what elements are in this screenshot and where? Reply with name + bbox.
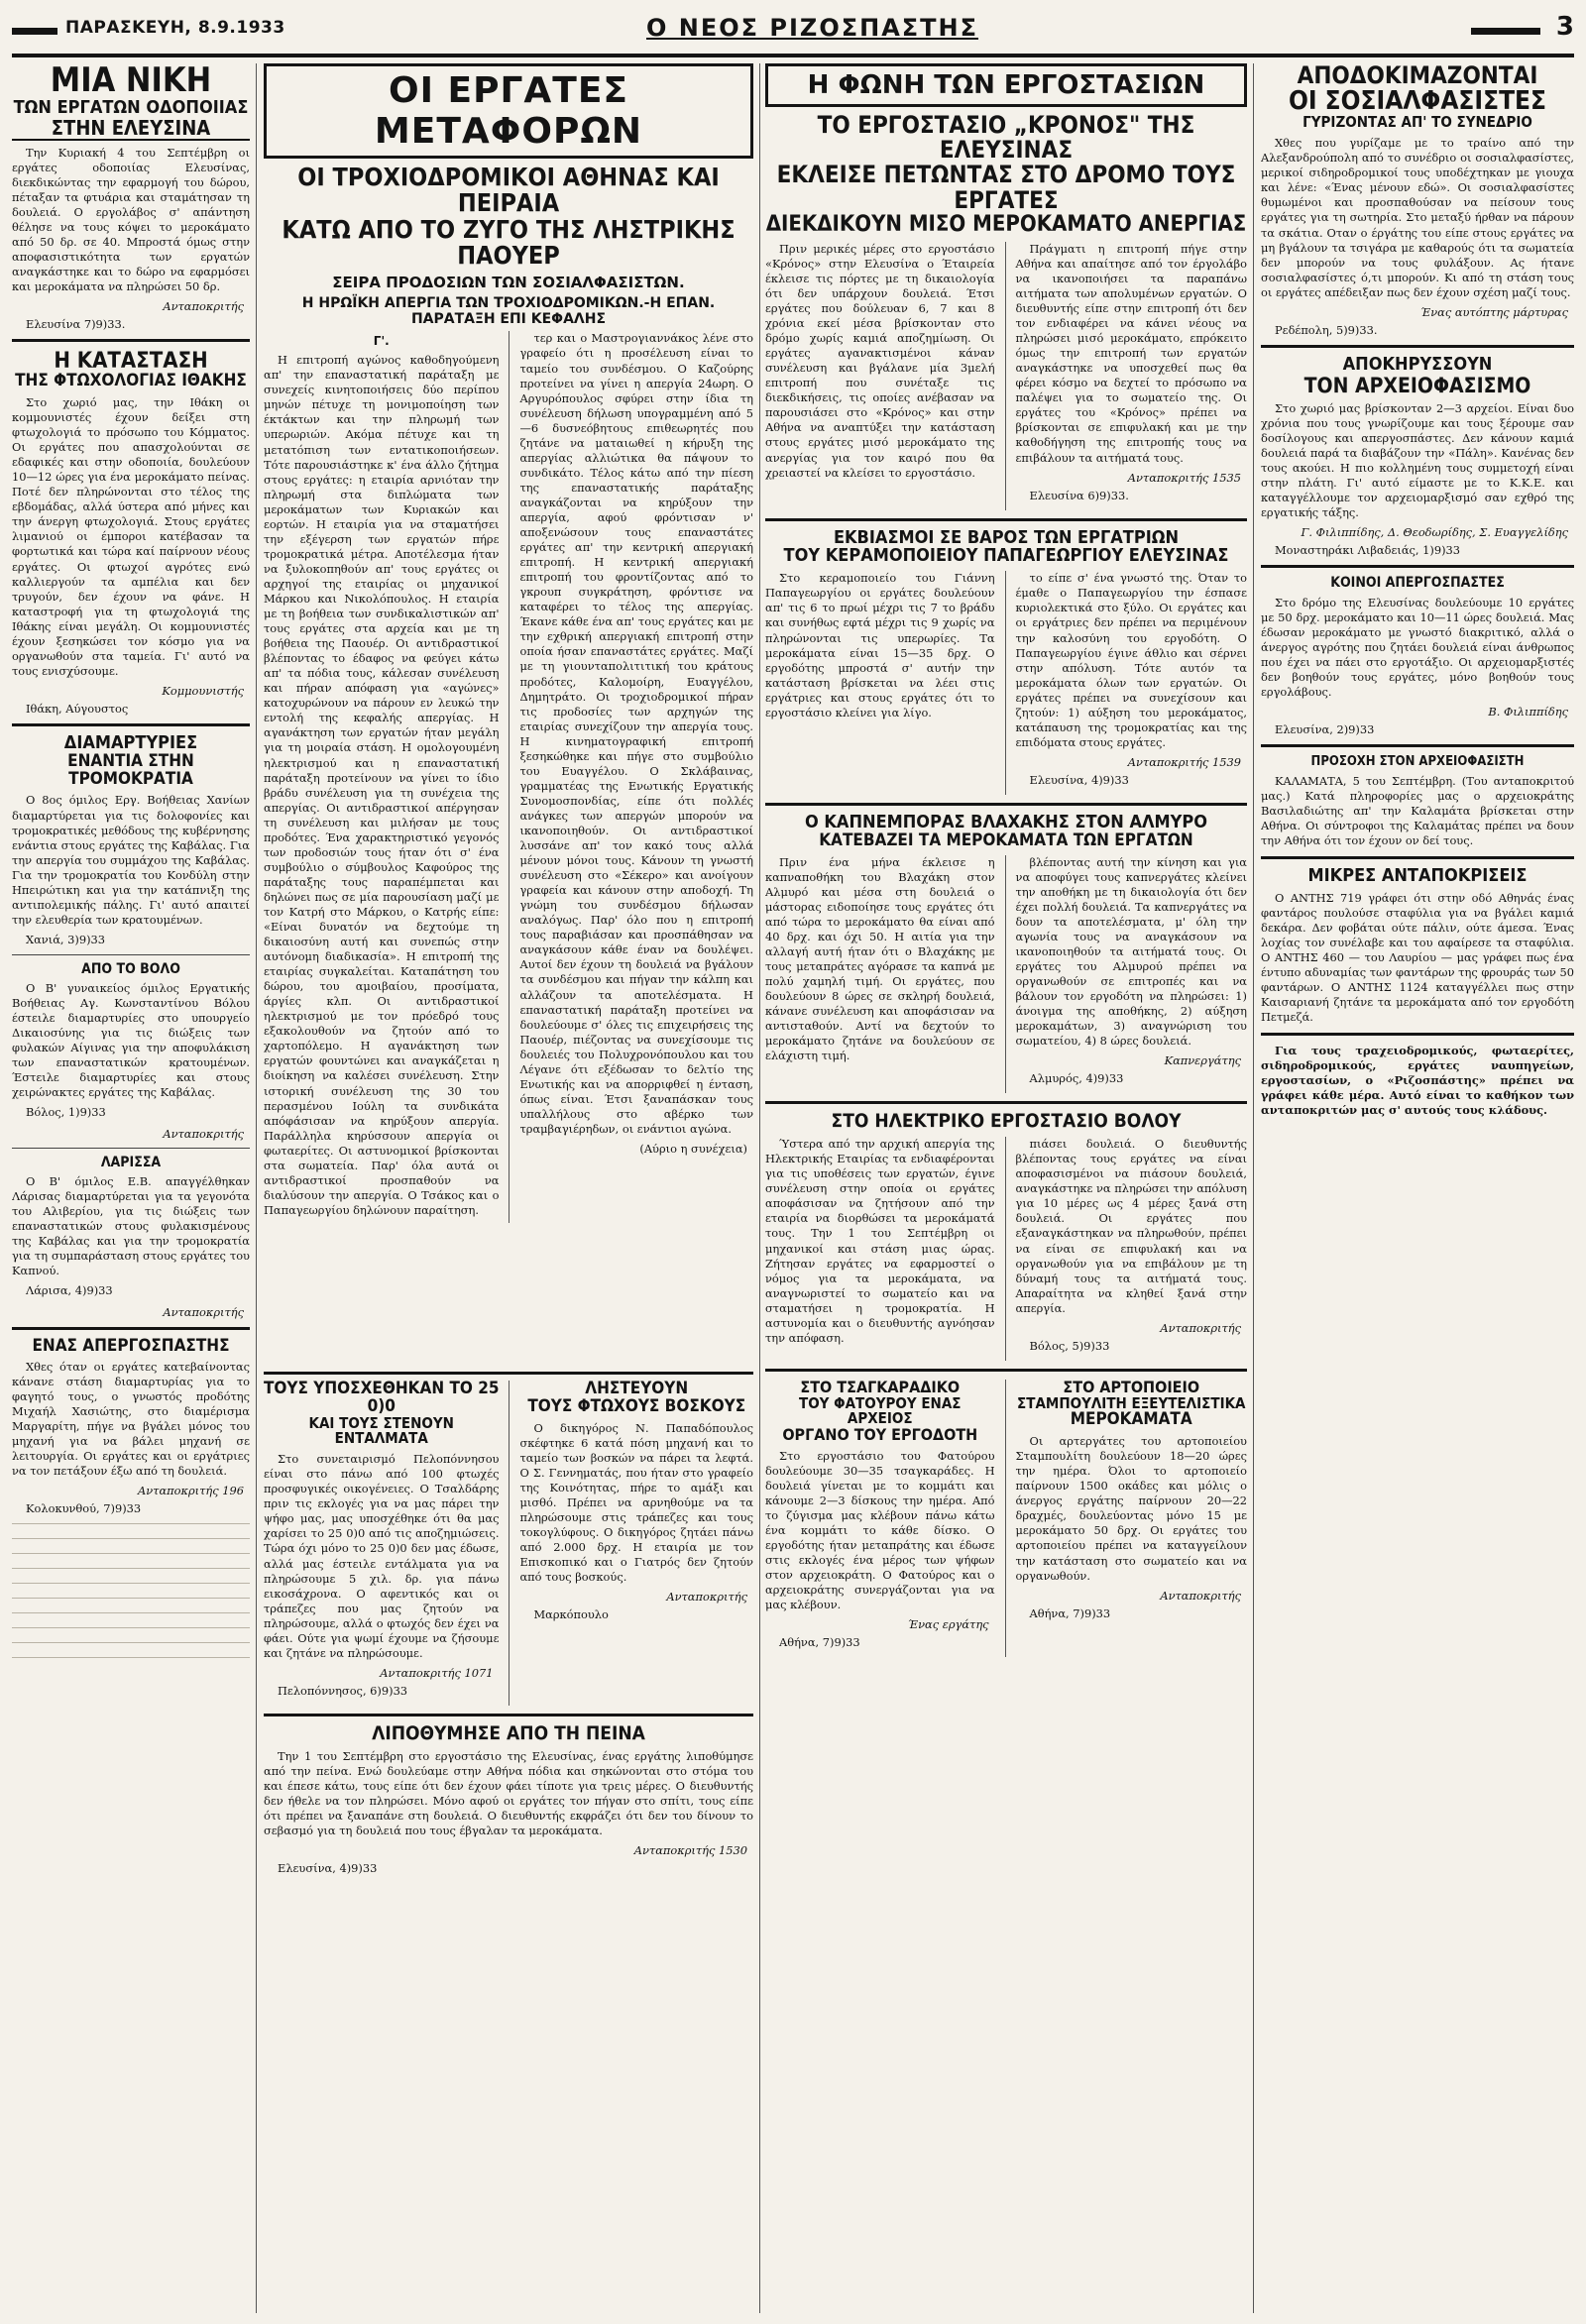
article-keramopoieio <box>765 526 1247 795</box>
article-body: Πράγματι η επιτροπή πήγε στην Αθήνα και απαίτησε από τον έργολάβο να ικανοποιήσει τα παραπάνω αιτήματα των απολυμένων εργατών. Ο διευθυντής είπε στην επιτροπή ότι δεν τον ενδιαφέρει να κάνει νέους να πληρώσει μισό μεροκάματο, επρόκειτο όμως την επιτροπή των εργατών αναγκάστηκε να υποσχεθεί πως θα φέρει κόσμο να δεχτεί το πρόσωπο να παλέψει για το σωματείο της. Οι εργάτες του «Κρόνος» πρέπει να βρίσκονται σε επιφυλακή και με την καθοδήγηση της επιτροπής τους να επιβάλουν τα αιτήματά τους. <box>1015 241 1247 465</box>
headline: ΤΟΥ ΚΕΡΑΜΟΠΟΙΕΙΟΥ ΠΑΠΑΓΕΩΡΓΙΟΥ ΕΛΕΥΣΙΝΑΣ <box>783 545 1229 567</box>
headline: ΤΟΥΣ ΥΠΟΣΧΕΘΗΚΑΝ ΤΟ 25 0)0 <box>264 1379 500 1416</box>
dateline: Αλμυρός, 4)9)33 <box>1029 1071 1124 1086</box>
byline: Ανταποκριτής <box>1160 1320 1241 1335</box>
article-apergospastis <box>12 1335 250 1516</box>
masthead-rule-right <box>1471 28 1540 35</box>
headline: ΛΑΡΙΣΣΑ <box>100 1154 162 1170</box>
headline: ΚΑΤΩ ΑΠΟ ΤΟ ΖΥΓΟ ΤΗΣ ΛΗΣΤΡΙΚΗΣ ΠΑΟΥΕΡ <box>282 214 736 270</box>
dateline: Μαρκόπουλο <box>533 1607 609 1622</box>
headline: ΠΡΟΣΟΧΗ ΣΤΟΝ ΑΡΧΕΙΟΦΑΣΙΣΤΗ <box>1310 754 1525 770</box>
article-body: Την 1 του Σεπτέμβρη στο εργοστάσιο της Ελευσίνας, ένας εργάτης λιποθύμησε από την πείνα. Ενώ δουλεύαμε στην Αθήνα πόδια και σηκώνονται στο στόμα του και έπεσε κάτω, τους είπε ότι δεν έχουν φάει τίποτε για τρεις μέρες. Ο διευθυντής δεν ήθελε να τον πληρώσει. Μόνο αφού οι εργάτες τον πήγαν στο σπίτι, τους είπε ότι πρέπει να ξαναπάνε στη δουλειά. Ο διευθυντής εκφράζει ότι δεν του δίνουν το σεβασμό για τη δουλειά που τους έβγαλαν τα μεροκάματα. <box>264 1748 753 1838</box>
article-columns <box>765 1137 1247 1361</box>
headline: ΣΤΗΝ ΕΛΕΥΣΙΝΑ <box>12 118 250 141</box>
column-divider <box>256 63 257 2313</box>
separator <box>765 518 1247 521</box>
dateline: Ελευσίνα, 2)9)33 <box>1275 722 1375 737</box>
byline: Γ. Φιλιππίδης, Δ. Θεοδωρίδης, Σ. Ευαγγελίδης <box>1301 525 1568 540</box>
article-body: βλέποντας αυτή την κίνηση και για να αποφύγει τους καπνεργάτες κλείνει την αποθήκη με τη δικαιολογία ότι δεν έχει πολλή δουλειά. Τα καπνεργάτες να δουν τα αποτελέσματα, μ' όλη την αγωνία τους να αναγκάσουν να ικανοποιηθούν τα αιτήματά τους. Οι εργάτες του Αλμυρού πρέπει να οργανωθούν σε επιτροπές και να βάλουν τον εργοδότη να πληρώσει: 1) άνοιγμα της αποθήκης, 2) αύξηση μεροκαμάτων, 3) αναγνώριση του σωματείου, 4) 8 ώρες δουλειά. <box>1015 854 1247 1049</box>
headline: ΟΡΓΑΝΟ ΤΟΥ ΕΡΓΟΔΟΤΗ <box>782 1425 978 1445</box>
headline: ΚΑΤΕΒΑΖΕΙ ΤΑ ΜΕΡΟΚΑΜΑΤΑ ΤΩΝ ΕΡΓΑΤΩΝ <box>819 830 1193 850</box>
article-column-right <box>1016 1137 1247 1361</box>
byline: Ανταποκριτής 196 <box>138 1484 244 1498</box>
headline: ΑΠΟ ΤΟ ΒΟΛΟ <box>81 960 180 977</box>
article-body: Η επιτροπή αγώνος καθοδηγούμενη απ' την επαναστατική παράταξη με συνεχείς κινητοποιήσεις δύο περίπου μηνών πέτυχε τη μονιμοποίηση των έκτάκτων και την πληρωμή των υπερωριών. Ακόμα πέτυχε και τη μετατόπιση των εντατικοποιήσεων. Τότε παρουσιάστηκε κ' ένα άλλο ζήτημα στους εργάτες: η εταιρία αρνιόταν την πληρωμή στα διπλώματα των μεροκάματων των Κυριακών και εορτών. Η εταιρία για να σταματήσει την εξέγερση των εργατών πήρε τρομοκρατικά μέτρα. Αποτέλεσμα ήταν να ξυλοκοπηθούν απ' τους εργάτες οι αρχηγοί της εταιρίας οι μηχανικοί Μάρκου και Νικολόπουλος. Η εταιρία με τη βοήθεια των συνδικαλιστικών απ' τους εργάτες στα αρχεία και με τη βοήθεια της Παουέρ. Οι αντιδραστικοί βλέποντας το έδαφος να φεύγει κάτω απ' τα πόδια τους, κάλεσαν συνέλευση και πήραν απόφαση για «αγώνες» κατοχυρώνουν να πάρουν εν λευκώ την εντολή της κεφαλής απεργίας. Η αγανάκτηση των εργατών ήταν μεγάλη για τη μοιραία στάση. Η ομολογουμένη ηλεκτρισμού και η επαναστατική παράταξη προτείνουν να γίνει το ίδιο βράδυ συνέλευση για τη συνέχεια της απεργίας. Οι αντιδραστικοί απέργησαν τη συνέλευση και μιλήσαν με τους προδότες. Ένα χαρακτηριστικό γεγονός των προδοσιών τους ήταν ότι σ' ένα συμβούλιο ο σύμβουλος Καφούρος της παράταξης τους παραπέμπεται και δηλώνει πως σε μία παρουσίαση μαζί με τον Κατρή στο Μάρκου, ο Κατρής είπε: «Είναι δυνατόν να δεχτούμε τη δικαιοσύνη αυτή και συνεπώς στην αυτόνομη διαδικασία». Η επιτροπή της εταιρίας συγκαλείται. Καταπάτηση του δώρου, του αμοιβαίου, προσίματα, άργίες κλπ. Οι αντιδραστικοί ηλεκτρισμού με τον πρόεδρό τους εξακολουθούν να ζητούν από το χαρτοπόλεμο. Η αγανάκτηση των εργατών φουντώνει και αναγκάζεται η διοίκηση να καλέσει συνέλευση. Στην ιστορική συνέλευση της 30 του περασμένου Ιούλη τα συνδικάτα απόφάσισαν να κηρύξουν απεργία. Παράλληλα κηρύσσουν απεργία οι φωταερίτες. Οι αστυνομικοί βρίσκονται στα σωματεία. Παρ' όλα αυτά οι αντιδραστικοί προσπαθούν να διαλύσουν την απεργία. Ο Τσάκος και ο Παπαγεωργίου δηλώνουν παραίτηση. <box>264 353 500 1217</box>
article-voskoi <box>519 1381 753 1706</box>
article-body: Πριν μερικές μέρες στο εργοστάσιο «Κρόνος» στην Ελευσίνα ο Έταιρεία έκλεισε τις πόρτες με τη δικαιολογία ότι δεν υπάρχουν δουλειά. Έτσι εργάτες που δούλευαν 6, 7 και 8 χρόνια εκεί μέσα βρίσκονταν στο δρόμο χωρίς καμιά αποζημίωση. Οι εργάτες αγανακτισμένοι κάναν συνέλευση και βγάλανε μία 3μελή επιτροπή που συνέταξε τις διεκδικήσεις, τις οποίες ανέβασαν να παρουσιάσει στο «Κρόνος» και στην Αθήνα να αναπτύξει την κατάσταση στους εργάτες μισό μεροκάματο της ανεργίας για τον καιρό που θα χρειαστεί να κλείσει το εργοστάσιο. <box>765 241 995 480</box>
separator <box>12 339 250 342</box>
article-ithaki <box>12 350 250 716</box>
headline: ΚΑΙ ΤΟΥΣ ΣΤΕΝΟΥΝ ΕΝΤΑΛΜΑΤΑ <box>308 1413 454 1448</box>
article-larissa <box>12 1156 250 1319</box>
article-body: Χθες που γυρίζαμε με το τραίνο από την Αλεξανδρούπολη από το συνέδριο οι σοσιαλφασίστες, μερικοί σιδηροδρομικοί τους υποδέχτηκαν με γιουχα και λένε: «Ένας μένουν εδώ». Οι σοσιαλφασίστες θυμωμένοι και προσπαθούσαν να πείσουν τους εργάτες για τη σωτηρία. Στο μεταξύ ήρθαν να πάρουν τα σκάτια. Οταν ο έργάτης του είπε στους εργάτες να μη βγάλουν τα τσιγάρα με καθαρούς ότι τα σωματεία δεν μπορούν να τους φυλάξουν. Ας ήτανε σοσιαλφασίστες ό,τι μπορούν. Κι από τη στάση τους οι εργάτες απέδειξαν πως δεν έχουν σχέση μαζί τους. <box>1261 136 1574 299</box>
article-body: Χθες όταν οι εργάτες κατεβαίνοντας κάνανε στάση διαμαρτυρίας για το φαγητό τους, ο γνωστός προδότης Μιχαήλ Χασιώτης, στο διαμέρισμα Μαργαρίτη, πήγε να βγάλει μόνος του μηχανή για να βάλει μηχανή σε λειτουργία. Οι εργάτες και οι εργάτριες να τον πετάξουν έξω από τη δουλειά. <box>12 1359 250 1479</box>
article-body: Στο κεραμοποιείο του Γιάννη Παπαγεωργίου οι εργάτες δουλεύουν απ' τις 6 το πρωί μέχρι τις 7 το βράδυ και συνήθως εφτά μέχρι τις 9 χωρίς να πληρώνονται τις υπερωρίες. Τα μεροκάματα είναι 15—35 δρχ. Ο εργοδότης μπροστά σ' αυτήν την κατάσταση βρίσκεται να λέει στις εργάτριες και στους εργάτες ότι το εργοστάσιο κλείνει για λίγο. <box>765 571 995 719</box>
article-body: ΚΑΛΑΜΑΤΑ, 5 του Σεπτέμβρη. (Του ανταποκριτού μας.) Κατά πληροφορίες μας ο αρχειοκράτης Βασιλαδιώτης απ' την Καλαμάτα βρίσκεται στην Αθήνα. Οι σύντροφοι της Καλαμάτας πρέπει να δουν την Αθήνα ότι τον έχουν ον δεί τους. <box>1261 773 1574 847</box>
article-column-right <box>1016 571 1247 795</box>
separator <box>1261 856 1574 859</box>
bottom-articles <box>264 1381 753 1706</box>
inner-divider <box>1005 242 1006 510</box>
headline: ΛΗΣΤΕΥΟΥΝ <box>585 1379 689 1398</box>
dateline: Ρεδέπολη, 5)9)33. <box>1275 322 1378 337</box>
separator <box>1261 345 1574 348</box>
masthead <box>12 10 1574 57</box>
article-column-left <box>765 855 995 1094</box>
headline: Ο ΚΑΠΝΕΜΠΟΡΑΣ ΒΛΑΧΑΚΗΣ ΣΤΟΝ ΑΛΜΥΡΟ <box>804 811 1208 832</box>
article-body: Για τους τραχειοδρομικούς, φωταερίτες, σιδηροδρομικούς, εργάτες ναυπηγείων, εργοστασίων, ο «Ριζοσπάστης» πρέπει να γράφει κάθε μέρα. Αυτό είναι το καθήκον των ανταποκριτών μας σ' αυτούς τους κλάδους. <box>1261 1044 1574 1118</box>
article-columns <box>765 855 1247 1094</box>
dateline: Αθήνα, 7)9)33 <box>779 1635 860 1650</box>
article-body: Πριν ένα μήνα έκλεισε η καπναποθήκη του Βλαχάκη στον Αλμυρό και μέσα στη δουλειά ο μάστορας ειδοποίησε τους εργάτες ότι από τώρα το μεροκάματο θα είναι από 40 δρχ. και όχι 50. Η αιτία για την αλλαγή αυτή ήταν ότι ο Βλαχάκης με τους μεταπράτες αγόρασε τα καπνά με πολύ χαμηλή τιμή. Οι εργάτες, που δουλεύουν 8 ώρες σε σκληρή δουλειά, κάνανε συνέλευση και αποφάσισαν να αντισταθούν. Αντί να δεχτούν το μεροκάματο ζητάνε να δουλεύουν σε ελάχιστη τιμή. <box>765 854 995 1063</box>
inner-divider <box>1005 855 1006 1094</box>
separator <box>1261 744 1574 747</box>
subheadline: Η ΗΡΩΪΚΗ ΑΠΕΡΓΙΑ ΤΩΝ ΤΡΟΧΙΟΔΡΟΜΙΚΩΝ.-Η ΕΠΑΝ. ΠΑΡΑΤΑΞΗ ΕΠΙ ΚΕΦΑΛΗΣ <box>301 295 716 328</box>
headline: ΕΝΑΣ ΑΠΕΡΓΟΣΠΑΣΤΗΣ <box>32 1335 230 1356</box>
article-body: Στο χωριό μας, την Ιθάκη οι κομμουνιστές έχουν δείξει στη φτωχολογιά το πρόσωπο του Κόμματος. Οι εργάτες που απασχολούνται σε εδαφικές και στην οδοποιία, δουλεύουν 10—12 ώρες για ένα μεροκάματο πείνας. Ποτέ δεν πληρώνονται στο τέλος της εβδομάδας, αλλά ύστερα από μήνες και την άνεργη φτωχολογιά. Στους εργάτες λιμανιού οι έμποροι κατέβασαν τα φορτωτικά και τώρα καί παίρνουν νέους εργάτες. Οι φτωχοί αγρότες ενώ καλλιεργούν τα αμπέλια και δεν τρυγούν, δεν έχουν να φάνε. Η καταστροφή για τη φτωχολογιά της Ιθάκης είναι μεγάλη. Οι κομμουνιστές έχουν ξεσηκώσει τον κόσμο για να οργανωθούν στα ταμεία. Γι' αυτό να τους ενισχύσουμε. <box>12 394 250 678</box>
dateline: Ελευσίνα, 4)9)33 <box>278 1861 378 1876</box>
headline: ΛΙΠΟΘΥΜΗΣΕ ΑΠΟ ΤΗ ΠΕΙΝΑ <box>372 1721 645 1744</box>
column-divider <box>1253 63 1254 2313</box>
byline: Ένας αυτόπτης μάρτυρας <box>1419 304 1568 319</box>
article-artopoieio <box>1015 1377 1247 1658</box>
article-tsagkaradiko <box>765 1377 995 1658</box>
inner-divider <box>509 331 510 1223</box>
dateline: Πελοπόννησος, 6)9)33 <box>278 1683 408 1698</box>
bottom-articles <box>765 1377 1247 1658</box>
headline: ΜΕΡΟΚΑΜΑΤΑ <box>1070 1409 1192 1430</box>
article-column-left <box>765 571 995 795</box>
article-notice <box>1261 1044 1574 1118</box>
separator <box>765 803 1247 806</box>
byline: Κομμουνιστής <box>162 683 244 698</box>
article-body: Στο εργοστάσιο του Φατούρου δουλεύουμε 30—35 τσαγκαράδες. Η δουλειά γίνεται με το κομμάτι και κάνουμε 2—3 δίσκους την ημέρα. Από το ζύγισμα μας κλέβουν πάνω κάτω ένα κομμάτι το κάθε δίσκο. Ο εργοδότης ήταν μεταπράτης και έδωσε στις εκλογές ένα μέρος των ψήφων στον αρχειοκράτη. Ο Φατούρος και ο αρχειοκράτης συνεργάζονται για να μας κλέβουν. <box>765 1448 995 1612</box>
article-volos <box>12 962 250 1141</box>
headline: ΑΠΟΔΟΚΙΜΑΖΟΝΤΑΙ <box>1297 63 1538 89</box>
article-columns <box>264 331 753 1223</box>
article-body: Ο 8ος όμιλος Εργ. Βοήθειας Χανίων διαμαρτύρεται για τις δολοφονίες και τρομοκρατικές μεθόδους της κυβέρνησης ενάντια στους εργάτες της Καβάλας. Για την απεργία του συμμάχου της Καβάλας. Για την τρομοκρατία του Κονδύλη στην Ηπειρώτικη και για την κατάπνιξη της αντιπολεμικής πάλης. Γι' αυτό απαιτεί την ελευθερία των κρατουμένων. <box>12 793 250 927</box>
dateline: Λάρισα, 4)9)33 <box>26 1282 113 1297</box>
headline: ΕΚΒΙΑΣΜΟΙ ΣΕ ΒΑΡΟΣ ΤΩΝ ΕΡΓΑΤΡΙΩΝ <box>833 526 1180 548</box>
article-body: Την Κυριακή 4 του Σεπτέμβρη οι εργάτες οδοποιίας Ελευσίνας, διεκδικώντας την εφαρμογή του δώρου, πέταξαν τα φτυάρια και σταμάτησαν τη δουλειά. Ο εργολάβος σ' απάντηση θέλησε να τους κόψει το μεροκάματο από 50 δρ. σε 40. Μπροστά όμως στην αποφασιστικότητα των εργατών αναγκάστηκε και το δώρο να εφαρμόσει και μεροκάματα να πληρώσει 50 δρ. <box>12 145 250 293</box>
headline: ΟΙ ΤΡΟΧΙΟΔΡΟΜΙΚΟΙ ΑΘΗΝΑΣ ΚΑΙ ΠΕΙΡΑΙΑ <box>297 163 720 218</box>
article-body: Οι αρτεργάτες του αρτοποιείου Σταμπουλίτη δουλεύουν 18—20 ώρες την ημέρα. Όλοι το αρτοποιείο παίρνουν 1500 οκάδες και μόλις ο άνεργος εργάτης παίρνουν 20—22 δραχμές, δουλεύοντας μόνο 15 με μεροκάματο 50 δρχ. Οι εργάτες του αρτοποιείου πρέπει να καταγγείλουν την κατάσταση στο σωματείο και να οργανωθούν. <box>1015 1434 1247 1583</box>
separator <box>12 1327 250 1330</box>
headline: ΔΙΕΚΔΙΚΟΥΝ ΜΙΣΟ ΜΕΡΟΚΑΜΑΤΟ ΑΝΕΡΓΙΑΣ <box>765 211 1247 237</box>
section-box-title: Η ΦΩΝΗ ΤΩΝ ΕΡΓΟΣΤΑΣΙΩΝ <box>765 63 1247 107</box>
byline: Ανταποκριτής <box>163 1126 244 1141</box>
article-diamartyries <box>12 731 250 946</box>
byline: Ανταποκριτής <box>1160 1588 1241 1603</box>
article-kapnemporas <box>765 811 1247 1093</box>
article-odopoiia <box>12 63 250 331</box>
byline: Ένας εργάτης <box>907 1617 989 1632</box>
issue-date: ΠΑΡΑΣΚΕΥΗ, 8.9.1933 <box>65 18 285 38</box>
separator <box>12 723 250 726</box>
article-body: Ύστερα από την αρχική απεργία της Ηλεκτρικής Εταιρίας τα ενδιαφέρονται για τις υποθέσεις των εργατών, έγινε συνέλευση στην οποία οι εργάτες αποφάσισαν να ζητήσουν από την εταιρία να διορθώσει τα μεροκάματά τους. Την 1 του Σεπτέμβρη οι μηχανικοί και στάση μιας ώρας. Ζήτησαν εργάτες να εφαρμοστεί ο νόμος για τα μεροκάματα, να αναγνωριστεί το σωματείο και να σταματήσει η τρομοκρατία. Η αστυνομία και ο διευθυντής αγνόησαν την απόφαση. <box>765 1137 995 1345</box>
column-2-bottom <box>264 1372 753 2311</box>
article-body: Ο ΑΝΤΗΣ 719 γράφει ότι στην οδό Αθηνάς ένας φαντάρος πουλούσε σταφύλια για να βγάλει καμιά δεκάρα. Δεν φοβάται ούτε πάλιν, ούτε άμεσα. Ένας λοχίας τον συνέλαβε και του αφαίρεσε τα σταφύλια. Ο ΑΝΤΗΣ 460 — του Λαυρίου — μας γράφει πως ένα έντυπο αδυναμίας των φαντάρων της φρουράς των 50 φαντάρων. Ο ΑΝΤΗΣ 1124 καταγγέλλει πως στην Καισαριανή ζητάνε τα μεροκάματα από τον εργοδότη Πετμεζά. <box>1261 890 1574 1025</box>
headline: ΣΤΟ ΤΣΑΓΚΑΡΑΔΙΚΟ <box>800 1377 961 1396</box>
headline: ΤΟΝ ΑΡΧΕΙΟΦΑΣΙΣΜΟ <box>1303 373 1531 397</box>
article-body: Ο δικηγόρος Ν. Παπαδόπουλος σκέφτηκε 6 κατά πόση μηχανή και το ταμείο των βοσκών να πάρει τα λεφτά. Ο Σ. Γεννηματάς, που ήταν στο γραφείο της Κοινότητας, πήρε το αμάξι και μισθό. Πρέπει να αρνηθούμε να τα πληρώσουμε στις τράπεζες και τους τοκογλύφους. Ο δικηγόρος ζητάει πάνω από 2.000 δρχ. Η εταιρία με τον Επισκοπικό και ο Γιατρός δεν ζητούν από τους βοσκούς. <box>519 1420 753 1585</box>
headline: ΤΟΥΣ ΦΤΩΧΟΥΣ ΒΟΣΚΟΥΣ <box>527 1395 746 1416</box>
separator <box>264 1714 753 1716</box>
headline: ΤΟ ΕΡΓΟΣΤΑΣΙΟ „ΚΡΟΝΟΣ" ΤΗΣ ΕΛΕΥΣΙΝΑΣ <box>817 111 1195 165</box>
article-mikres-antapokriseis <box>1261 864 1574 1025</box>
headline: ΕΚΛΕΙΣΕ ΠΕΤΩΝΤΑΣ ΣΤΟ ΔΡΟΜΟ ΤΟΥΣ ΕΡΓΑΤΕΣ <box>776 161 1236 214</box>
subheadline: ΣΕΙΡΑ ΠΡΟΔΟΣΙΩΝ ΤΩΝ ΣΟΣΙΑΛΦΑΣΙΣΤΩΝ. <box>332 274 685 291</box>
headline: ΜΙΚΡΕΣ ΑΝΤΑΠΟΚΡΙΣΕΙΣ <box>1307 864 1528 886</box>
headline: ΑΠΟΚΗΡΥΣΣΟΥΝ <box>1342 353 1493 375</box>
subheadline: Γ'. <box>373 334 390 349</box>
headline: ΕΝΑΝΤΙΑ ΣΤΗΝ ΤΡΟΜΟΚΡΑΤΙΑ <box>67 750 194 789</box>
headline: ΜΙΑ ΝΙΚΗ <box>50 63 212 100</box>
article-column-right <box>1016 242 1247 510</box>
article-body: πιάσει δουλειά. Ο διευθυντής βλέποντας τους εργάτες να είναι αποφασισμένοι να πιάσουν δουλειά, αναγκάστηκε να πληρώσει την απόλυση για 10 μέρες ως 4 μέρες ξανά στη δουλειά. Οι εργάτες που εξαναγκάστηκαν να πληρωθούν, πρέπει να είναι σε επιφυλακή και να οργανωθούν για να επιβάλουν με τη δύναμή τους τα αιτήματά τους. Απαραίτητα να κληθεί ξανά στην απεργία. <box>1015 1137 1247 1315</box>
article-body: Στο χωριό μας βρίσκονταν 2—3 αρχείοι. Είναι δυο χρόνια που τους γνωρίζουμε και τους ξέρουμε σαν δοσίλογους και απεργοσπάστες. Δεν κάνουν καμιά δουλειά παρά τα διαβάζουν την «Πάλη». Κανένας δεν τους ακούει. Η πιο κολλημένη τους συμμετοχή είναι στην πλάτη. Γι' αυτό είμαστε με το Κ.Κ.Ε. και καταγγέλλουμε τον αρχειομαρξισμό σαν εχθρό της εργατικής τάξης. <box>1261 400 1574 520</box>
column-4 <box>1261 63 1574 2313</box>
separator <box>1261 1033 1574 1036</box>
column-2-top <box>264 63 753 1364</box>
dateline: Ελευσίνα 6)9)33. <box>1029 488 1129 502</box>
dateline: Βόλος, 1)9)33 <box>26 1104 106 1119</box>
article-body: Ο Β' όμιλος Ε.Β. απαγγέλθηκαν Λάρισας διαμαρτύρεται για τα γεγονότα του Αλιβερίου, για τις διώξεις των επαναστατικών στους φυλακισμένους της Καβάλας και για την τρομοκρατία για τη συμπαράσταση στους εργάτες του Καπνού. <box>12 1173 250 1277</box>
article-column-left <box>765 242 995 510</box>
article-lipothymise <box>264 1721 753 1876</box>
byline: Ανταποκριτής <box>163 299 244 314</box>
headline: ΓΥΡΙΖΟΝΤΑΣ ΑΠ' ΤΟ ΣΥΝΕΔΡΙΟ <box>1303 113 1532 132</box>
article-entalmata <box>264 1381 499 1706</box>
dateline: Βόλος, 5)9)33 <box>1029 1338 1110 1353</box>
article-column-right <box>1016 855 1247 1094</box>
article-column-left <box>264 331 499 1223</box>
inner-divider <box>509 1381 510 1706</box>
separator <box>12 1148 250 1149</box>
inner-divider <box>1005 1137 1006 1361</box>
headline: ΤΗΣ ΦΤΩΧΟΛΟΓΙΑΣ ΙΘΑΚΗΣ <box>15 371 247 391</box>
dateline: Μοναστηράκι Λιβαδειάς, 1)9)33 <box>1275 543 1461 558</box>
article-body: Στο συνεταιρισμό Πελοπόννησου είναι στο πάνω από 100 φτωχές προσφυγικές οικογένειες. Ο Τσαλδάρης πριν τις εκλογές για να μας πάρει την ψήφο μας, μας υποσχέθηκε ότι θα μας χαρίσει το 25 0)0 από τις αποζημιώσεις. Τώρα όχι μόνο το 25 0)0 δεν μας έδωσε, αλλά μας έστειλε εντάλματα για να πληρώσουμε 5 χιλ. δρ. για πάνω εικοσάχρονα. Ο αφεντικός και οι τράπεζες που μας ζητούν να πληρώσουμε, αλλά ο φτωχός δεν έχει να φάει. Ούτε για ψωμί έχουμε να ζήσουμε και ζητάνε να πληρώσουμε. <box>264 1452 500 1660</box>
inner-divider <box>1005 571 1006 795</box>
byline: Ανταποκριτής 1071 <box>380 1665 494 1680</box>
dateline: Ιθάκη, Αύγουστος <box>26 701 129 716</box>
headline: ΣΤΟ ΑΡΤΟΠΟΙΕΙΟ <box>1063 1377 1200 1396</box>
headline: ΣΤΑΜΠΟΥΛΙΤΗ ΕΞΕΥΤΕΛΙΣΤΙΚΑ <box>1017 1393 1246 1412</box>
separator <box>1261 565 1574 568</box>
headline: ΟΙ ΣΟΣΙΑΛΦΑΣΙΣΤΕΣ <box>1288 86 1547 117</box>
byline: Ανταποκριτής <box>666 1590 747 1605</box>
byline: Καπνεργάτης <box>1164 1053 1241 1068</box>
headline: ΤΩΝ ΕΡΓΑΤΩΝ ΟΔΟΠΟΙΙΑΣ <box>13 96 249 118</box>
byline: Ανταποκριτής 1539 <box>1127 754 1241 769</box>
dateline: Αθήνα, 7)9)33 <box>1029 1605 1111 1620</box>
article-body: το είπε σ' ένα γνωστό της. Όταν το έμαθε ο Παπαγεωργίου την έσπασε κυριολεκτικά στο ξύλο. Οι εργάτες και οι εργάτριες δεν πρέπει να περιμένουν την καλοσύνη του εργοδότη. Ο Παπαγεωργίου έγινε άθλιο και σέρνει στην απόλυση. Τότε αυτόν τα μεροκάματα όλων των εργατών. Οι εργάτες πρέπει να συνεχίσουν και ζητούν: 1) αύξηση του μεροκάματος, κατάπαυση της τρομοκρατίας και της επιδόματα στους εργάτες. <box>1015 571 1247 749</box>
byline: Ανταποκριτής 1530 <box>633 1843 747 1858</box>
dateline: Ελευσίνα 7)9)33. <box>26 317 126 332</box>
masthead-rule-left <box>12 28 57 35</box>
column-divider <box>759 63 760 2313</box>
column-3 <box>765 63 1247 2313</box>
article-prosoxi <box>1261 755 1574 848</box>
separator <box>765 1101 1247 1104</box>
article-apokiryssoun <box>1261 353 1574 558</box>
continuation-note: (Αύριο η συνέχεια) <box>639 1141 747 1156</box>
dateline: Χανιά, 3)9)33 <box>26 932 106 946</box>
column-1 <box>12 63 250 2313</box>
byline: Ανταποκριτής <box>163 1304 244 1319</box>
dateline: Κολοκυνθού, 7)9)33 <box>26 1501 142 1516</box>
headline: ΣΤΟ ΗΛΕΚΤΡΙΚΟ ΕΡΓΟΣΤΑΣΙΟ ΒΟΛΟΥ <box>831 1110 1182 1133</box>
article-columns <box>765 242 1247 510</box>
byline: Β. Φιλιππίδης <box>1488 705 1568 719</box>
inner-divider <box>1005 1380 1006 1658</box>
article-body: Στο δρόμο της Ελευσίνας δουλεύουμε 10 εργάτες με 50 δρχ. μεροκάματο και 10—11 ώρες δουλειά. Μας έδωσαν μεροκάματο με γνωστό διακριτικό, αλλά ο άνεργος αγρότης που ζητάει δουλειά είναι άνθρωπος που έχει να πάει στο εργοτάξιο. Οι αρχειομαρξιστές δεν βοηθούν τους εργάτες, μόνο βοηθούν τους εργολάβους. <box>1261 595 1574 700</box>
headline: Η ΚΑΤΑΣΤΑΣΗ <box>54 349 208 375</box>
text-filler <box>12 1523 250 1658</box>
article-column-left <box>765 1137 995 1361</box>
newspaper-title: Ο ΝΕΟΣ ΡΙΖΟΣΠΑΣΤΗΣ <box>646 14 979 42</box>
article-koinoi-apergospastes <box>1261 576 1574 736</box>
article-ilektriko <box>765 1112 1247 1361</box>
headline: ΚΟΙΝΟΙ ΑΠΕΡΓΟΣΠΑΣΤΕΣ <box>1330 575 1505 592</box>
headline: ΤΟΥ ΦΑΤΟΥΡΟΥ ΕΝΑΣ ΑΡΧΕΙΟΣ <box>799 1393 962 1428</box>
article-apodokimazontai <box>1261 63 1574 337</box>
article-body: τερ και ο Μαστρογιαννάκος λένε στο γραφείο ότι η προσέλευση είναι το ταμείο του συνδέσμου. Ο Καζούρης προτείνει να γίνει η απεργία 24ωρη. Ο Αργυρόπουλος σφύρει στην ίδια τη συνέλευση δήλωση υπογραμμένη από 5—6 δυσνεόβητους επιθεωρητές που ζητάνε να ματαιωθεί η κήρυξη της απεργίας αλλιώτικα θα πάψουν το συνδικάτο. Τέλος κάτω από την πίεση της επαναστατικής παράταξης αναγκάζονται να κηρύξουν την απεργία, αφού φρόντισαν ν' αποξενώσουν τους επαναστάτες εργάτες απ' την κεντρική απεργιακή επιτροπή. Η κεντρική απεργιακή επιτροπή του φροντίζοντας από το γκρουπ συγκράτηση, φρόντισε να καταφέρει το τέλος της απεργίας. Έκανε κάθε ένα απ' τους εργάτες και με την εχθρική απεργιακή επιτροπή στην οποία ήσαν επαναστάτες εργάτες. Μαζί με τη γιουνταπολιτιτική του κράτους προδότες, Καλομοίρη, Ευαγγέλου, Δημητράτο. Οι τροχιοδρομικοί πήραν τις προδοσίες των αρχηγών της εταιρίας συνεχίζουν την απεργία τους. Η κινηματογραφική επιτροπή ξεσηκώθηκε και πήγε στο συμβούλιο του Ευαγγέλου. Ο Σκλάβαινας, γραμματέας της Ενωτικής Εργατικής Συνομοσπονδίας, είπε ότι πολλές ανάγκες των απεργών μπορούν να ικανοποιηθούν. Οι αντιδραστικοί λυσσάνε απ' τον κακό τους αλλά μένουν μόνοι τους. Κάνουν τη γνωστή συνέλευση στο «Σέκερο» και ανοίγουν γραφεία και κάνουν στην αποδοχή. Τη γνώμη του συνδέσμου δήλωσαν αναλόγως. Παρ' όλο που η επιτροπή τους παραβιάσαν και προσπάθησαν να αναγκάσουν κάθε έναν να δουλέψει. Αυτοί δεν έχουν τη δουλειά να βγάλουν τα συνδέσμου και πήγαν την κάλπη και αλλάζουν τα αποτελέσματα. Η επαναστατική παράταξη προτείνει να δουλεύουμε σ' όλες τις επιχειρήσεις της Παουέρ, πιέζοντας να συνεχίσουμε τις δουλειές του Πολυχρονόπουλου και του Λέγανε ότι εξέδωσαν το δελτίο της Ενωτικής και να απορριφθεί η ένταση, όπως είναι. Έτσι ξαναπάσκαν τους υπαλλήλους στο αβέρκο των τραμβαγιέρηδων, οι ενάντιοι αγώνα. <box>519 331 753 1136</box>
separator <box>12 954 250 955</box>
byline: Ανταποκριτής 1535 <box>1127 470 1241 485</box>
article-columns <box>765 571 1247 795</box>
separator <box>765 1369 1247 1372</box>
article-column-right <box>519 331 753 1223</box>
page-number: 3 <box>1555 12 1574 42</box>
article-body: Ο Β' γυναικείος όμιλος Εργατικής Βοήθειας Αγ. Κωνσταντίνου Βόλου έστειλε διαμαρτυρίες στο υπουργείο Δικαιοσύνης για τις διώξεις των φυλακών Αίγινας για την αποφυλάκιση των επαναστατικών κρατουμένων. Έστειλε διαμαρτυρίες και στους χειρώνακτες εργάτες της Καβάλας. <box>12 980 250 1099</box>
dateline: Ελευσίνα, 4)9)33 <box>1029 772 1129 787</box>
headline: ΔΙΑΜΑΡΤΥΡΙΕΣ <box>63 731 198 753</box>
section-box-title: ΟΙ ΕΡΓΑΤΕΣ ΜΕΤΑΦΟΡΩΝ <box>264 63 753 159</box>
